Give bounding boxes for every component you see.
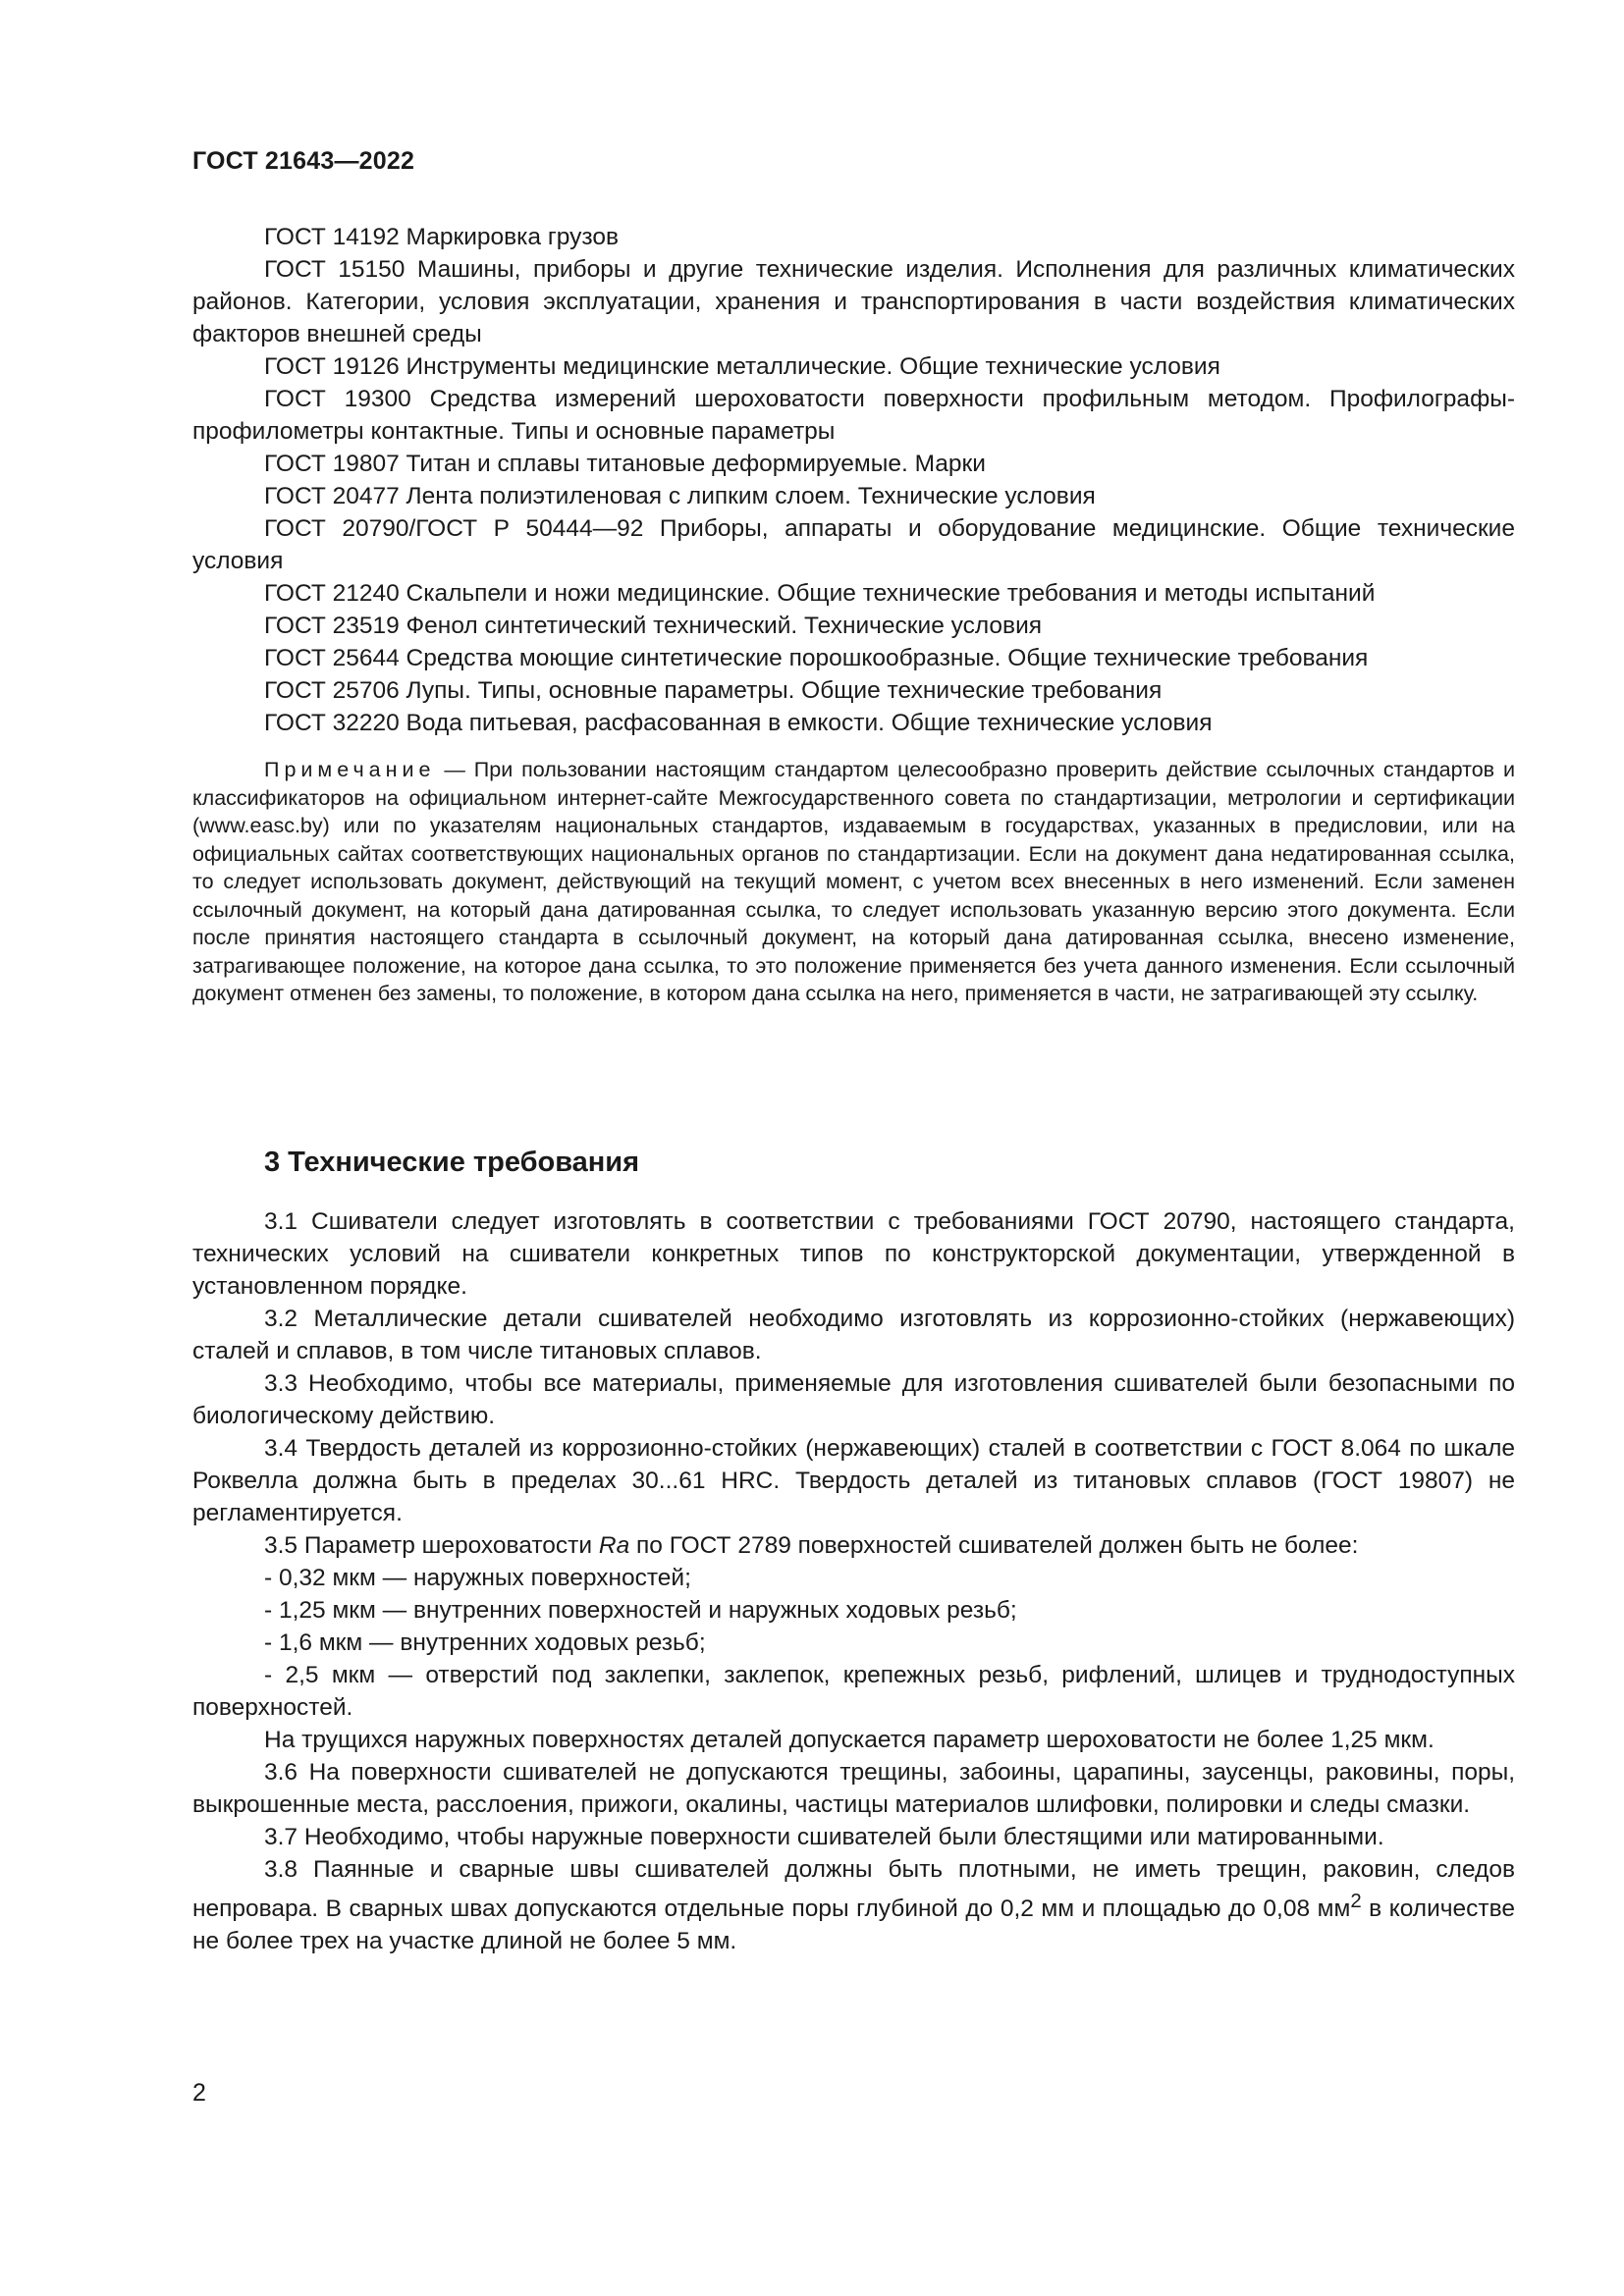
note-text: — При пользовании настоящим стандартом целесообразно проверить действие ссылочных стандартов и классификаторов на официальном интернет-сайте Межгосударственного совета по стандартизации, метрологии и сертификации (www.easc.by) или по указателям национальных стандартов, издаваемым в государствах, указанных в предисловии, или на официальных сайтах соответствующих национальных органов по стандартизации. Если на документ дана недатированная ссылка, то следует использовать документ, действующий на текущий момент, с учетом всех внесенных в него изменений. Если заменен ссылочный документ, на который дана датированная ссылка, то следует использовать указанную версию этого документа. Если после принятия настоящего стандарта в ссылочный документ, на который дана датированная ссылка, внесено изменение, затрагивающее положение, на которое дана ссылка, то это положение применяется без учета данного изменения. Если ссылочный документ отменен без замены, то положение, в котором дана ссылка на него, применяется в части, не затрагивающей эту ссылку. xyxy=(192,758,1515,1005)
clause-3-1: 3.1 Сшиватели следует изготовлять в соответствии с требованиями ГОСТ 20790, настоящего стандарта, технических условий на сшиватели конкретных типов по конструкторской документации, утвержденной в установленном порядке. xyxy=(192,1208,1515,1300)
dash-item: - 1,6 мкм — внутренних ходовых резьб; xyxy=(264,1629,706,1656)
clause-3-8 xyxy=(192,1853,1515,1957)
section-title: 3 Технические требования xyxy=(264,1147,640,1178)
page-number: 2 xyxy=(192,2079,206,2107)
reference-item: ГОСТ 20790/ГОСТ Р 50444—92 Приборы, аппараты и оборудование медицинские. Общие технические условия xyxy=(192,515,1515,574)
clause-3-6: 3.6 На поверхности сшивателей не допускаются трещины, забоины, царапины, заусенцы, раковины, поры, выкрошенные места, расслоения, прижоги, окалины, частицы материалов шлифовки, полировки и следы смазки. xyxy=(192,1759,1515,1818)
note-block xyxy=(192,756,1515,1008)
reference-item: ГОСТ 32220 Вода питьевая, расфасованная в емкости. Общие технические условия xyxy=(264,710,1213,736)
normative-references-list xyxy=(192,221,1515,739)
reference-item: ГОСТ 14192 Маркировка грузов xyxy=(264,224,619,250)
reference-item: ГОСТ 19300 Средства измерений шероховатости поверхности профильным методом. Профилографы-профилометры контактные. Типы и основные параметры xyxy=(192,386,1515,445)
reference-item: ГОСТ 15150 Машины, приборы и другие технические изделия. Исполнения для различных климатических районов. Категории, условия эксплуатации, хранения и транспортирования в части воздействия климатических факторов внешней среды xyxy=(192,256,1515,347)
clause-3-5-text: 3.5 Параметр шероховатости xyxy=(264,1532,599,1559)
clause-3-5 xyxy=(192,1529,1515,1562)
clause-3-5-extra: На трущихся наружных поверхностях деталей допускается параметр шероховатости не более 1,25 мкм. xyxy=(264,1727,1435,1753)
clause-3-8-text-end: в количестве не более трех на участке длиной не более 5 мм. xyxy=(192,1896,1516,1955)
clause-3-7: 3.7 Необходимо, чтобы наружные поверхности сшивателей были блестящими или матированными. xyxy=(264,1824,1384,1850)
ra-symbol: Ra xyxy=(598,1532,630,1559)
reference-item: ГОСТ 25706 Лупы. Типы, основные параметры. Общие технические требования xyxy=(264,677,1163,704)
reference-item: ГОСТ 23519 Фенол синтетический технический. Технические условия xyxy=(264,613,1043,639)
clause-3-5-text-end: по ГОСТ 2789 поверхностей сшивателей должен быть не более: xyxy=(629,1532,1359,1559)
clause-3-3: 3.3 Необходимо, чтобы все материалы, применяемые для изготовления сшивателей были безопасными по биологическому действию. xyxy=(192,1370,1515,1429)
clause-3-4: 3.4 Твердость деталей из коррозионно-стойких (нержавеющих) сталей в соответствии с ГОСТ 8.064 по шкале Роквелла должна быть в пределах 30...61 HRC. Твердость деталей из титановых сплавов (ГОСТ 19807) не регламентируется. xyxy=(192,1435,1515,1526)
clause-3-8-text: 3.8 Паянные и сварные швы сшивателей должны быть плотными, не иметь трещин, раковин, следов непровара. В сварных швах допускаются отдельные поры глубиной до 0,2 мм и площадью до 0,08 мм xyxy=(192,1856,1515,1923)
dash-item: - 0,32 мкм — наружных поверхностей; xyxy=(264,1565,691,1591)
reference-item: ГОСТ 25644 Средства моющие синтетические порошкообразные. Общие технические требования xyxy=(264,645,1369,671)
note-label: Примечание xyxy=(264,758,436,781)
dash-item: - 2,5 мкм — отверстий под заклепки, заклепок, крепежных резьб, рифлений, шлицев и труднодоступных поверхностей. xyxy=(192,1662,1515,1721)
superscript: 2 xyxy=(1350,1891,1362,1912)
reference-item: ГОСТ 20477 Лента полиэтиленовая с липким слоем. Технические условия xyxy=(264,483,1096,509)
note-paragraph xyxy=(192,756,1515,1008)
dash-item: - 1,25 мкм — внутренних поверхностей и наружных ходовых резьб; xyxy=(264,1597,1017,1624)
document-header: ГОСТ 21643—2022 xyxy=(192,147,415,175)
clause-3-2: 3.2 Металлические детали сшивателей необходимо изготовлять из коррозионно-стойких (нержавеющих) сталей и сплавов, в том числе титановых сплавов. xyxy=(192,1306,1515,1364)
reference-item: ГОСТ 19126 Инструменты медицинские металлические. Общие технические условия xyxy=(264,353,1220,380)
reference-item: ГОСТ 19807 Титан и сплавы титановые деформируемые. Марки xyxy=(264,451,986,477)
section-body xyxy=(192,1205,1515,1957)
reference-item: ГОСТ 21240 Скальпели и ножи медицинские. Общие технические требования и методы испытаний xyxy=(264,580,1376,607)
